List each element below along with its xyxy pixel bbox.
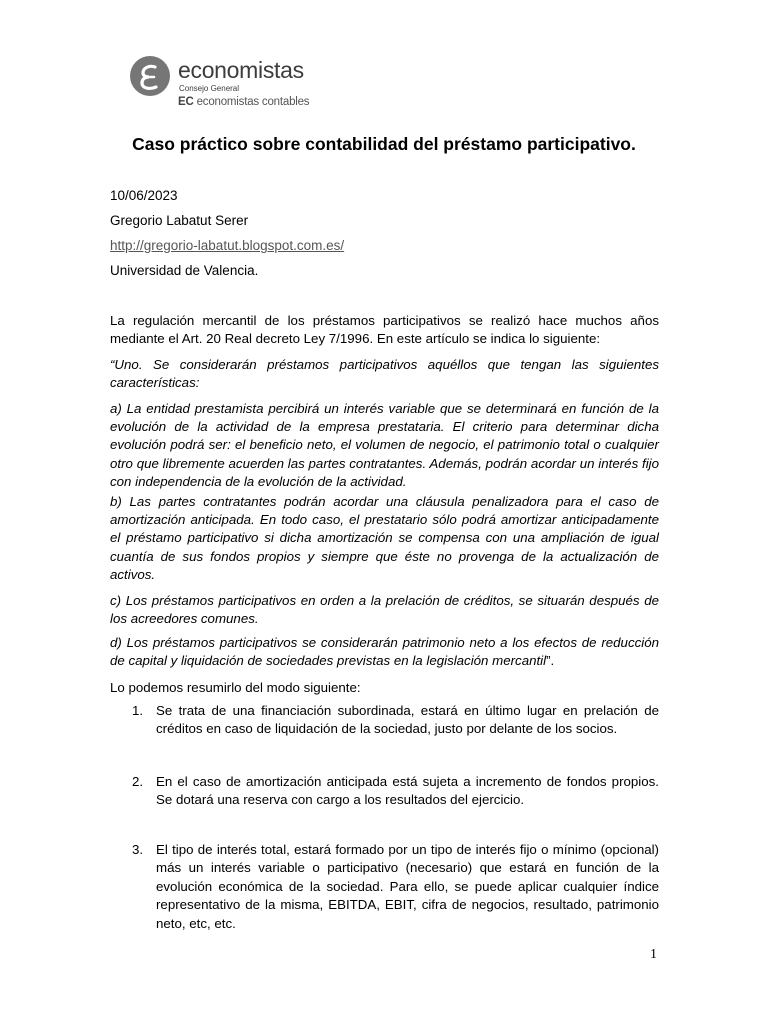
list-item-number: 2. (132, 774, 144, 789)
logo-ec-text: economistas contables (196, 96, 310, 108)
quote-item-d: d) Los préstamos participativos se considerarán patrimonio neto a los efectos de reducción de capital y liquidación de sociedades previstas en la legislación mercantil (110, 635, 659, 669)
document-date: 10/06/2023 (110, 188, 178, 203)
intro-paragraph: La regulación mercantil de los préstamos participativos se realizó hace muchos años mediante el Art. 20 Real decreto Ley 7/1996. En este artículo se indica lo siguiente: (110, 313, 659, 347)
logo-ec-line (178, 95, 309, 109)
logo-ec-prefix: EC (178, 96, 194, 108)
quote-close: ”. (546, 653, 555, 669)
list-item-number: 3. (132, 842, 144, 857)
list-item-text: El tipo de interés total, estará formado por un tipo de interés fijo o mínimo (opcional) más un interés variable o participativo (necesario) que estará en función de la evolución económica de la sociedad. Para ello, se puede aplicar cualquier índice representativo de la misma, EBITDA, EBIT, cifra de negocios, resultado, patrimonio neto, etc, etc. (156, 842, 659, 931)
quote-item-a: a) La entidad prestamista percibirá un interés variable que se determinará en función de la evolución de la actividad de la empresa prestataria. El criterio para determinar dicha evolución podrá ser: el beneficio neto, el volumen de negocio, el patrimonio total o cualquier otro que libremente acuerden las partes contratantes. Además, podrán acordar un interés fijo con independencia de la evolución de la actividad. (110, 401, 659, 489)
list-item-text: En el caso de amortización anticipada está sujeta a incremento de fondos propios. Se dotará una reserva con cargo a los resultados del ejercicio. (156, 774, 659, 808)
economistas-logo-icon (130, 56, 170, 96)
list-item-number: 1. (132, 703, 144, 718)
economistas-logo (130, 55, 350, 111)
quote-item-b: b) Las partes contratantes podrán acordar una cláusula penalizadora para el caso de amortización anticipada. En todo caso, el prestatario sólo podrá amortizar anticipadamente el préstamo participativo si dicha amortización se compensa con una ampliación de igual cuantía de sus fondos propios y siempre que éste no provenga de la actualización de activos. (110, 494, 659, 582)
quote-item-c: c) Los préstamos participativos en orden a la prelación de créditos, se situarán después de los acreedores comunes. (110, 593, 659, 627)
page-number: 1 (650, 947, 657, 962)
document-institution: Universidad de Valencia. (110, 263, 259, 278)
list-item-text: Se trata de una financiación subordinada, estará en último lugar en prelación de créditos en caso de liquidación de la sociedad, justo por delante de los socios. (156, 703, 659, 737)
logo-subtitle: Consejo General (179, 84, 240, 93)
document-title: Caso práctico sobre contabilidad del préstamo participativo. (132, 134, 636, 154)
summary-intro: Lo podemos resumirlo del modo siguiente: (110, 680, 361, 695)
quote-item-d-block (110, 634, 659, 670)
document-author: Gregorio Labatut Serer (110, 213, 249, 228)
author-blog-link[interactable]: http://gregorio-labatut.blogspot.com.es/ (110, 238, 345, 253)
logo-brand: economistas (178, 57, 304, 83)
quote-opening: “Uno. Se considerarán préstamos participativos aquéllos que tengan las siguientes características: (110, 357, 659, 391)
